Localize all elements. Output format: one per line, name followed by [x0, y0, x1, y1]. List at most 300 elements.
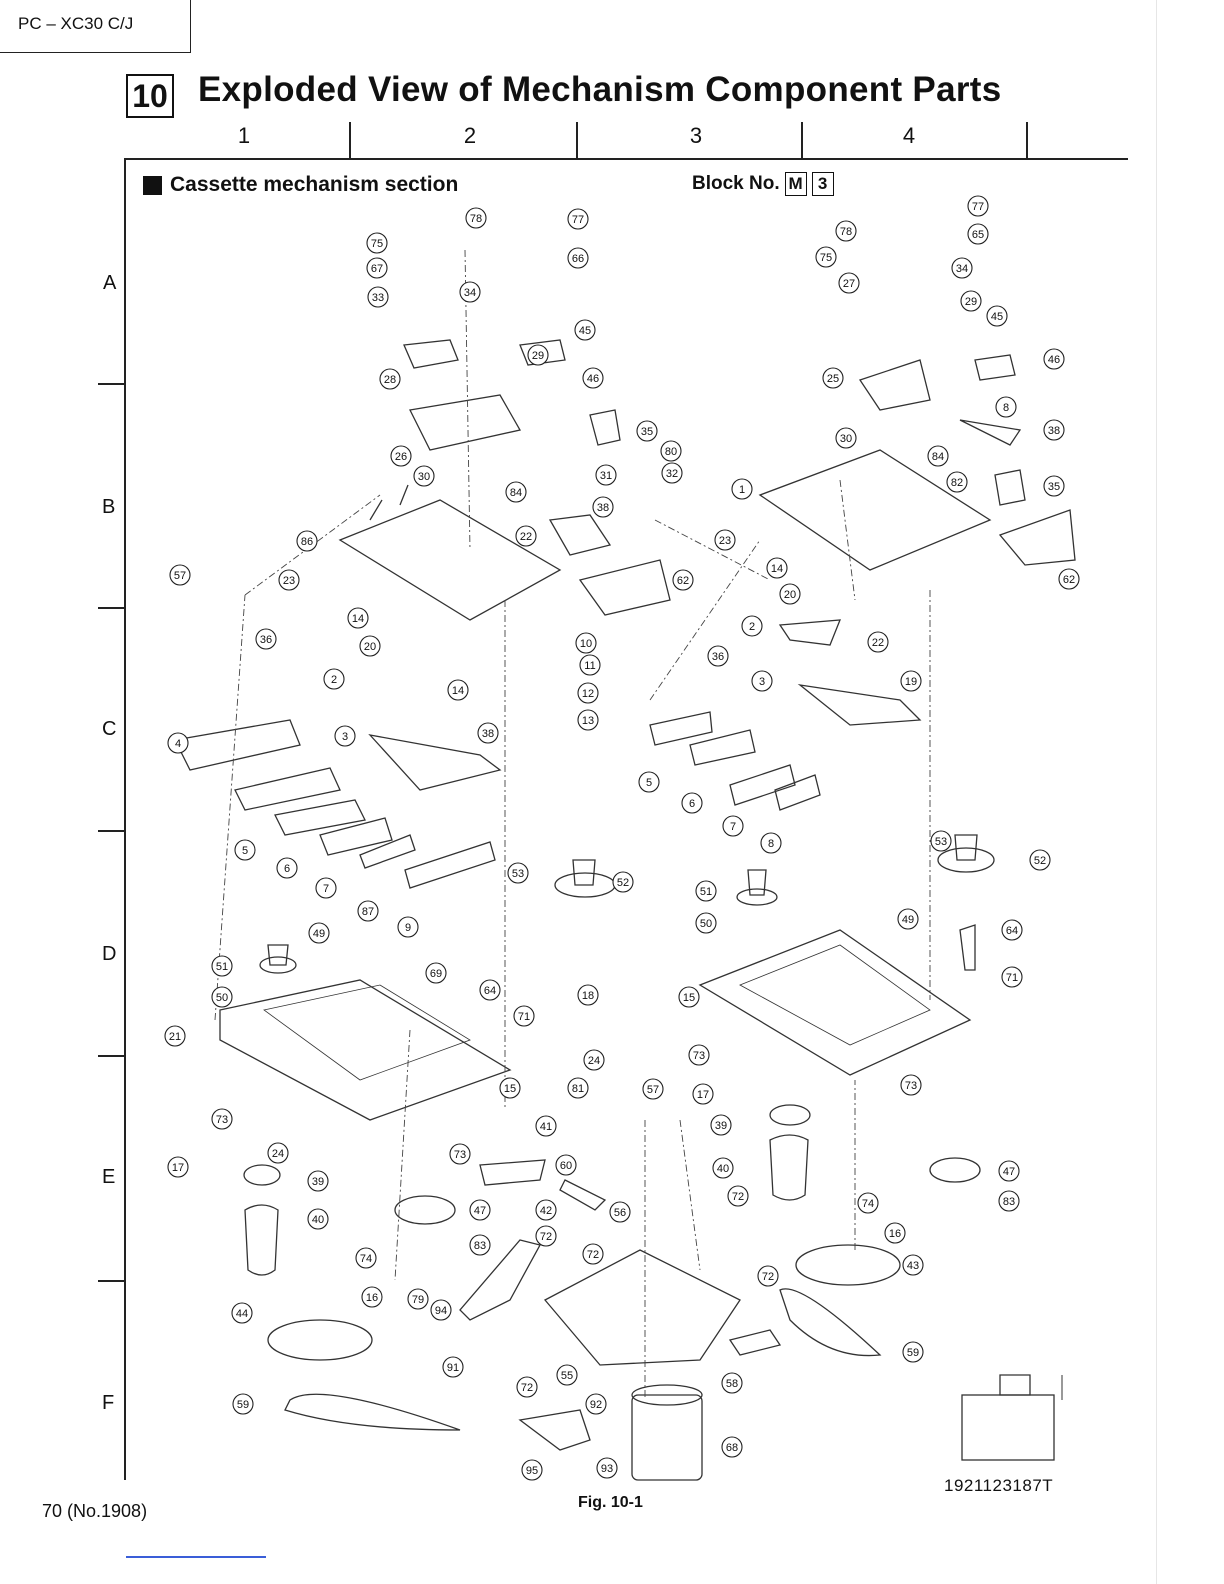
callout-label: 72 — [539, 1231, 553, 1243]
part-callout — [277, 858, 297, 878]
callout-label: 11 — [584, 660, 596, 672]
callout-label: 7 — [729, 821, 737, 833]
grid-column-label: 3 — [689, 123, 703, 148]
part-callout — [613, 872, 633, 892]
callout-label: 65 — [971, 229, 985, 241]
grid-column-label: 4 — [902, 123, 916, 148]
callout-label: 38 — [596, 502, 610, 514]
part-callout — [414, 466, 434, 486]
part-callout — [901, 1075, 921, 1095]
part-callout — [517, 1377, 537, 1397]
callout-label: 84 — [931, 451, 945, 463]
callout-label: 74 — [861, 1198, 875, 1210]
part-callout — [780, 584, 800, 604]
belt-drawing — [780, 1289, 880, 1356]
pinch-arm-drawing — [975, 355, 1015, 380]
callout-label: 19 — [904, 676, 918, 688]
callout-label: 59 — [236, 1399, 250, 1411]
callout-label: 22 — [519, 531, 533, 543]
part-callout — [235, 840, 255, 860]
belt-drawing — [245, 1205, 278, 1275]
callout-label: 57 — [646, 1084, 660, 1096]
callout-label: 33 — [371, 292, 385, 304]
part-callout — [1044, 476, 1064, 496]
part-callout — [961, 291, 981, 311]
page-edge-line — [1156, 0, 1157, 1584]
callout-label: 66 — [571, 253, 585, 265]
section-heading — [143, 173, 458, 197]
callout-label: 87 — [361, 906, 375, 918]
callout-label: 34 — [955, 263, 969, 275]
callout-label: 5 — [645, 777, 653, 789]
spring-lever-drawing — [960, 420, 1020, 445]
flywheel-drawing — [796, 1245, 900, 1285]
part-callout — [460, 282, 480, 302]
part-callout — [478, 723, 498, 743]
callout-label: 4 — [174, 738, 182, 750]
head-bracket-drawing — [404, 340, 520, 450]
black-square-icon — [143, 176, 162, 195]
part-callout — [1030, 850, 1050, 870]
callout-label: 45 — [990, 311, 1004, 323]
callout-label: 57 — [173, 570, 187, 582]
part-callout — [968, 224, 988, 244]
part-callout — [212, 956, 232, 976]
callout-label: 13 — [581, 715, 595, 727]
callout-label: 44 — [235, 1308, 249, 1320]
callout-label: 92 — [589, 1399, 603, 1411]
callout-label: 72 — [731, 1191, 745, 1203]
callout-label: 17 — [696, 1089, 710, 1101]
callout-label: 25 — [826, 373, 840, 385]
reel-drawing — [748, 870, 766, 895]
callout-label: 74 — [359, 1253, 373, 1265]
part-callout — [470, 1200, 490, 1220]
part-callout — [767, 558, 787, 578]
part-callout — [568, 248, 588, 268]
chassis-detail-drawing — [264, 985, 470, 1080]
callout-label: 71 — [1005, 972, 1019, 984]
sub-chassis-drawing — [545, 1250, 740, 1365]
part-callout — [431, 1300, 451, 1320]
callout-label: 20 — [783, 589, 797, 601]
part-callout — [583, 1244, 603, 1264]
part-callout — [722, 1437, 742, 1457]
callout-label: 51 — [215, 961, 229, 973]
part-callout — [1044, 420, 1064, 440]
part-callout — [556, 1155, 576, 1175]
callout-label: 1 — [738, 484, 746, 496]
callout-label: 30 — [839, 433, 853, 445]
block-code-box: M — [785, 172, 807, 196]
part-callout — [673, 570, 693, 590]
inset-motor-drawing — [962, 1395, 1054, 1460]
lever-drawing — [960, 925, 975, 970]
callout-label: 6 — [688, 798, 696, 810]
figure-caption: Fig. 10-1 — [578, 1494, 643, 1511]
part-callout — [575, 320, 595, 340]
callout-label: 64 — [1005, 925, 1019, 937]
callout-label: 38 — [481, 728, 495, 740]
part-callout — [448, 680, 468, 700]
part-callout — [580, 655, 600, 675]
callout-label: 49 — [312, 928, 326, 940]
part-callout — [212, 987, 232, 1007]
flywheel-drawing — [930, 1158, 980, 1182]
callout-label: 43 — [906, 1260, 920, 1272]
callout-label: 47 — [1002, 1166, 1016, 1178]
callout-label: 58 — [725, 1378, 739, 1390]
slide-plate-drawing — [175, 720, 300, 770]
part-callout — [711, 1115, 731, 1135]
part-callout — [583, 368, 603, 388]
link-lever-drawing — [370, 735, 500, 790]
callout-label: 7 — [322, 883, 330, 895]
slide-plate-drawing — [275, 800, 365, 835]
part-callout — [358, 901, 378, 921]
part-callout — [928, 446, 948, 466]
part-callout — [398, 917, 418, 937]
part-callout — [584, 1050, 604, 1070]
part-callout — [1044, 349, 1064, 369]
model-label: PC – XC30 C/J — [18, 14, 134, 33]
part-callout — [931, 831, 951, 851]
part-callout — [836, 221, 856, 241]
part-callout — [367, 233, 387, 253]
spring-lever-drawing — [550, 515, 610, 555]
part-callout — [536, 1116, 556, 1136]
part-callout — [836, 428, 856, 448]
callout-label: 78 — [469, 213, 483, 225]
callout-label: 67 — [370, 263, 384, 275]
callout-label: 73 — [692, 1050, 706, 1062]
callout-label: 5 — [241, 845, 249, 857]
grid-row-divider — [98, 607, 124, 609]
part-callout — [514, 1006, 534, 1026]
part-callout — [610, 1202, 630, 1222]
section-title: Cassette mechanism section — [170, 173, 459, 196]
callout-label: 8 — [767, 838, 775, 850]
callout-label: 30 — [417, 471, 431, 483]
grid-row-label: C — [102, 718, 117, 740]
inset-motor-drawing — [1000, 1375, 1030, 1395]
side-lever-drawing — [1000, 510, 1075, 565]
pulley-drawing — [770, 1105, 810, 1125]
part-callout — [1059, 569, 1079, 589]
part-callout — [557, 1365, 577, 1385]
grid-row-label: E — [102, 1166, 116, 1188]
part-callout — [637, 421, 657, 441]
grid-column-label: 2 — [463, 123, 477, 148]
frame-top-rule — [124, 158, 1128, 160]
rubber-drawing — [560, 1180, 605, 1210]
callout-label: 6 — [283, 863, 291, 875]
part-callout — [522, 1460, 542, 1480]
callout-label: 49 — [901, 914, 915, 926]
part-callout — [903, 1255, 923, 1275]
callout-label: 46 — [1047, 354, 1061, 366]
side-lever-drawing — [580, 560, 670, 615]
flywheel-drawing — [395, 1196, 455, 1224]
part-callout — [696, 881, 716, 901]
head-plate-drawing — [760, 450, 990, 570]
grid-row-divider — [98, 1280, 124, 1282]
part-callout — [816, 247, 836, 267]
callout-label: 10 — [579, 638, 593, 650]
callout-label: 39 — [311, 1176, 325, 1188]
rubber-drawing — [730, 1330, 780, 1355]
callout-label: 64 — [483, 985, 497, 997]
part-callout — [578, 710, 598, 730]
slide-plate-drawing — [405, 842, 495, 888]
part-callout — [568, 1078, 588, 1098]
callout-label: 35 — [1047, 481, 1061, 493]
callout-label: 28 — [383, 374, 397, 386]
part-callout — [732, 479, 752, 499]
bracket-drawing — [520, 1410, 590, 1450]
part-callout — [308, 1171, 328, 1191]
part-callout — [1002, 967, 1022, 987]
callout-label: 69 — [429, 968, 443, 980]
callout-label: 17 — [171, 1162, 185, 1174]
section-number: 10 — [126, 74, 174, 118]
part-callout — [508, 863, 528, 883]
part-callout — [233, 1394, 253, 1414]
part-callout — [723, 816, 743, 836]
slide-plate-drawing — [235, 768, 340, 810]
callout-label: 47 — [473, 1205, 487, 1217]
part-callout — [952, 258, 972, 278]
part-callout — [868, 632, 888, 652]
slide-plate-drawing — [320, 818, 392, 855]
callout-label: 51 — [699, 886, 713, 898]
main-chassis-drawing — [700, 930, 970, 1075]
callout-label: 83 — [1002, 1196, 1016, 1208]
grid-column-divider — [576, 122, 578, 158]
part-callout — [450, 1144, 470, 1164]
callout-label: 21 — [168, 1031, 182, 1043]
part-callout — [752, 671, 772, 691]
part-callout — [279, 570, 299, 590]
part-callout — [885, 1223, 905, 1243]
block-code-box: 3 — [812, 172, 834, 196]
head-plate-drawing — [340, 485, 560, 620]
callout-label: 62 — [676, 575, 690, 587]
grid-column-divider — [349, 122, 351, 158]
part-callout — [742, 616, 762, 636]
part-callout — [1002, 920, 1022, 940]
part-callout — [268, 1143, 288, 1163]
callout-label: 60 — [559, 1160, 573, 1172]
part-callout — [500, 1078, 520, 1098]
link-lever-drawing — [800, 685, 920, 725]
part-callout — [839, 273, 859, 293]
part-callout — [165, 1026, 185, 1046]
callout-label: 75 — [370, 238, 384, 250]
callout-label: 94 — [434, 1305, 448, 1317]
part-callout — [212, 1109, 232, 1129]
part-callout — [308, 1209, 328, 1229]
callout-label: 72 — [761, 1271, 775, 1283]
grid-row-divider — [98, 830, 124, 832]
part-callout — [999, 1191, 1019, 1211]
header-box — [0, 0, 191, 53]
part-callout — [597, 1458, 617, 1478]
part-callout — [368, 287, 388, 307]
belt-drawing — [285, 1394, 460, 1430]
callout-label: 38 — [1047, 425, 1061, 437]
part-callout — [643, 1079, 663, 1099]
part-callout — [761, 833, 781, 853]
grid-column-label: 1 — [237, 123, 251, 148]
exploded-view-diagram — [126, 195, 1126, 1485]
callout-label: 55 — [560, 1370, 574, 1382]
part-callout — [480, 980, 500, 1000]
callout-label: 36 — [259, 634, 273, 646]
part-callout — [578, 683, 598, 703]
callout-label: 50 — [699, 918, 713, 930]
part-callout — [903, 1342, 923, 1362]
callout-label: 46 — [586, 373, 600, 385]
part-callout — [256, 629, 276, 649]
callout-label: 12 — [581, 688, 595, 700]
callout-label: 14 — [351, 613, 365, 625]
callout-label: 40 — [716, 1163, 730, 1175]
slide-plate-drawing — [775, 775, 820, 810]
callout-label: 56 — [613, 1207, 627, 1219]
part-callout — [679, 987, 699, 1007]
part-callout — [901, 671, 921, 691]
grid-row-label: A — [103, 272, 117, 294]
callout-label: 80 — [664, 446, 678, 458]
callout-label: 52 — [1033, 855, 1047, 867]
callout-label: 23 — [718, 535, 732, 547]
callout-label: 72 — [586, 1249, 600, 1261]
footer-rule — [126, 1556, 266, 1558]
callout-label: 9 — [404, 922, 412, 934]
callout-label: 81 — [571, 1083, 585, 1095]
callout-label: 24 — [587, 1055, 601, 1067]
part-callout — [758, 1266, 778, 1286]
callout-label: 59 — [906, 1347, 920, 1359]
block-number — [692, 172, 834, 196]
callout-label: 82 — [950, 477, 964, 489]
callout-label: 41 — [539, 1121, 553, 1133]
callout-label: 35 — [640, 426, 654, 438]
part-callout — [536, 1226, 556, 1246]
callout-label: 95 — [525, 1465, 539, 1477]
callout-label: 26 — [394, 451, 408, 463]
callout-label: 50 — [215, 992, 229, 1004]
part-callout — [506, 482, 526, 502]
callout-label: 22 — [871, 637, 885, 649]
chassis-detail-drawing — [740, 945, 930, 1045]
part-callout — [728, 1186, 748, 1206]
callout-label: 16 — [888, 1228, 902, 1240]
callout-label: 68 — [725, 1442, 739, 1454]
part-callout — [360, 636, 380, 656]
flywheel-drawing — [268, 1320, 372, 1360]
head-bracket-drawing — [860, 360, 930, 410]
callout-label: 78 — [839, 226, 853, 238]
part-callout — [348, 608, 368, 628]
callout-label: 73 — [215, 1114, 229, 1126]
part-callout — [715, 530, 735, 550]
part-callout — [823, 368, 843, 388]
callout-label: 29 — [531, 350, 545, 362]
part-callout — [661, 441, 681, 461]
part-callout — [408, 1289, 428, 1309]
part-callout — [528, 345, 548, 365]
callout-label: 36 — [711, 651, 725, 663]
part-callout — [426, 963, 446, 983]
reel-drawing — [268, 945, 288, 965]
part-callout — [309, 923, 329, 943]
block-label: Block No. — [692, 173, 780, 194]
callout-label: 3 — [758, 676, 766, 688]
slide-plate-drawing — [730, 765, 795, 805]
callout-label: 93 — [600, 1463, 614, 1475]
grid-column-divider — [1026, 122, 1028, 158]
part-callout — [639, 772, 659, 792]
part-callout — [858, 1193, 878, 1213]
callout-label: 83 — [473, 1240, 487, 1252]
part-callout — [232, 1303, 252, 1323]
callout-label: 14 — [451, 685, 465, 697]
part-callout — [466, 208, 486, 228]
part-number: 1921123187T — [944, 1476, 1054, 1495]
callout-label: 31 — [599, 470, 613, 482]
part-callout — [586, 1394, 606, 1414]
callout-label: 40 — [311, 1214, 325, 1226]
grid-row-divider — [98, 383, 124, 385]
part-callout — [380, 369, 400, 389]
part-callout — [470, 1235, 490, 1255]
reel-drawing — [737, 889, 777, 905]
part-callout — [996, 397, 1016, 417]
lever-drawing — [995, 470, 1025, 505]
callout-label: 27 — [842, 278, 856, 290]
pulley-drawing — [244, 1165, 280, 1185]
part-callout — [682, 793, 702, 813]
part-callout — [987, 306, 1007, 326]
part-callout — [662, 463, 682, 483]
callout-label: 20 — [363, 641, 377, 653]
part-callout — [168, 1157, 188, 1177]
callout-label: 53 — [934, 836, 948, 848]
grid-row-divider — [98, 1055, 124, 1057]
part-callout — [568, 209, 588, 229]
callout-label: 75 — [819, 252, 833, 264]
part-callout — [999, 1161, 1019, 1181]
grid-row-label: D — [102, 943, 117, 965]
arm-drawing — [460, 1240, 540, 1320]
part-callout — [168, 733, 188, 753]
belt-drawing — [770, 1135, 808, 1200]
callout-label: 71 — [517, 1011, 531, 1023]
part-callout — [596, 465, 616, 485]
callout-label: 34 — [463, 287, 477, 299]
part-callout — [693, 1084, 713, 1104]
part-callout — [713, 1158, 733, 1178]
part-callout — [324, 669, 344, 689]
callout-label: 86 — [300, 536, 314, 548]
part-callout — [356, 1248, 376, 1268]
callout-label: 39 — [714, 1120, 728, 1132]
grid-row-label: B — [102, 496, 116, 518]
slide-plate-drawing — [360, 835, 415, 868]
part-callout — [708, 646, 728, 666]
